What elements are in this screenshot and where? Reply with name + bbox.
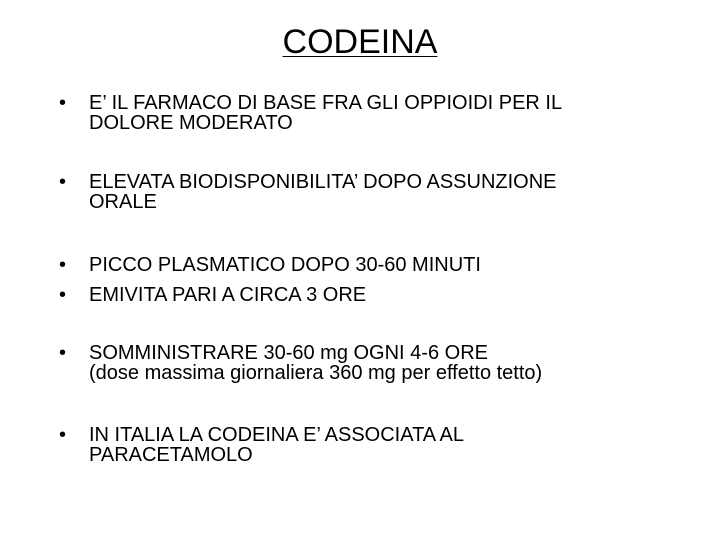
slide-title: CODEINA bbox=[282, 23, 438, 61]
bullet-item bbox=[59, 172, 699, 212]
bullet-text-line: (dose massima giornaliera 360 mg per effetto tetto) bbox=[89, 362, 543, 384]
bullet-text-line: ORALE bbox=[89, 191, 157, 213]
bullet-item bbox=[59, 93, 699, 133]
bullet-text-line: EMIVITA PARI A CIRCA 3 ORE bbox=[89, 284, 367, 306]
bullet-dot: • bbox=[59, 171, 67, 193]
bullet-item bbox=[59, 343, 699, 383]
bullet-dot: • bbox=[59, 254, 67, 276]
bullet-item bbox=[59, 255, 699, 275]
bullet-text-line: SOMMINISTRARE 30-60 mg OGNI 4-6 ORE bbox=[89, 342, 488, 364]
bullet-dot: • bbox=[59, 424, 67, 446]
bullet-dot: • bbox=[59, 92, 67, 114]
bullet-text-line: E’ IL FARMACO DI BASE FRA GLI OPPIOIDI PER IL bbox=[89, 92, 563, 114]
bullet-text-line: PICCO PLASMATICO DOPO 30-60 MINUTI bbox=[89, 254, 481, 276]
bullet-dot: • bbox=[59, 342, 67, 364]
bullet-text-line: PARACETAMOLO bbox=[89, 444, 253, 466]
bullet-item bbox=[59, 285, 699, 305]
bullet-text-line: IN ITALIA LA CODEINA E’ ASSOCIATA AL bbox=[89, 424, 464, 446]
bullet-text-line: ELEVATA BIODISPONIBILITA’ DOPO ASSUNZIONE bbox=[89, 171, 557, 193]
bullet-text-line: DOLORE MODERATO bbox=[89, 112, 293, 134]
bullet-dot: • bbox=[59, 284, 67, 306]
bullet-item bbox=[59, 425, 699, 465]
